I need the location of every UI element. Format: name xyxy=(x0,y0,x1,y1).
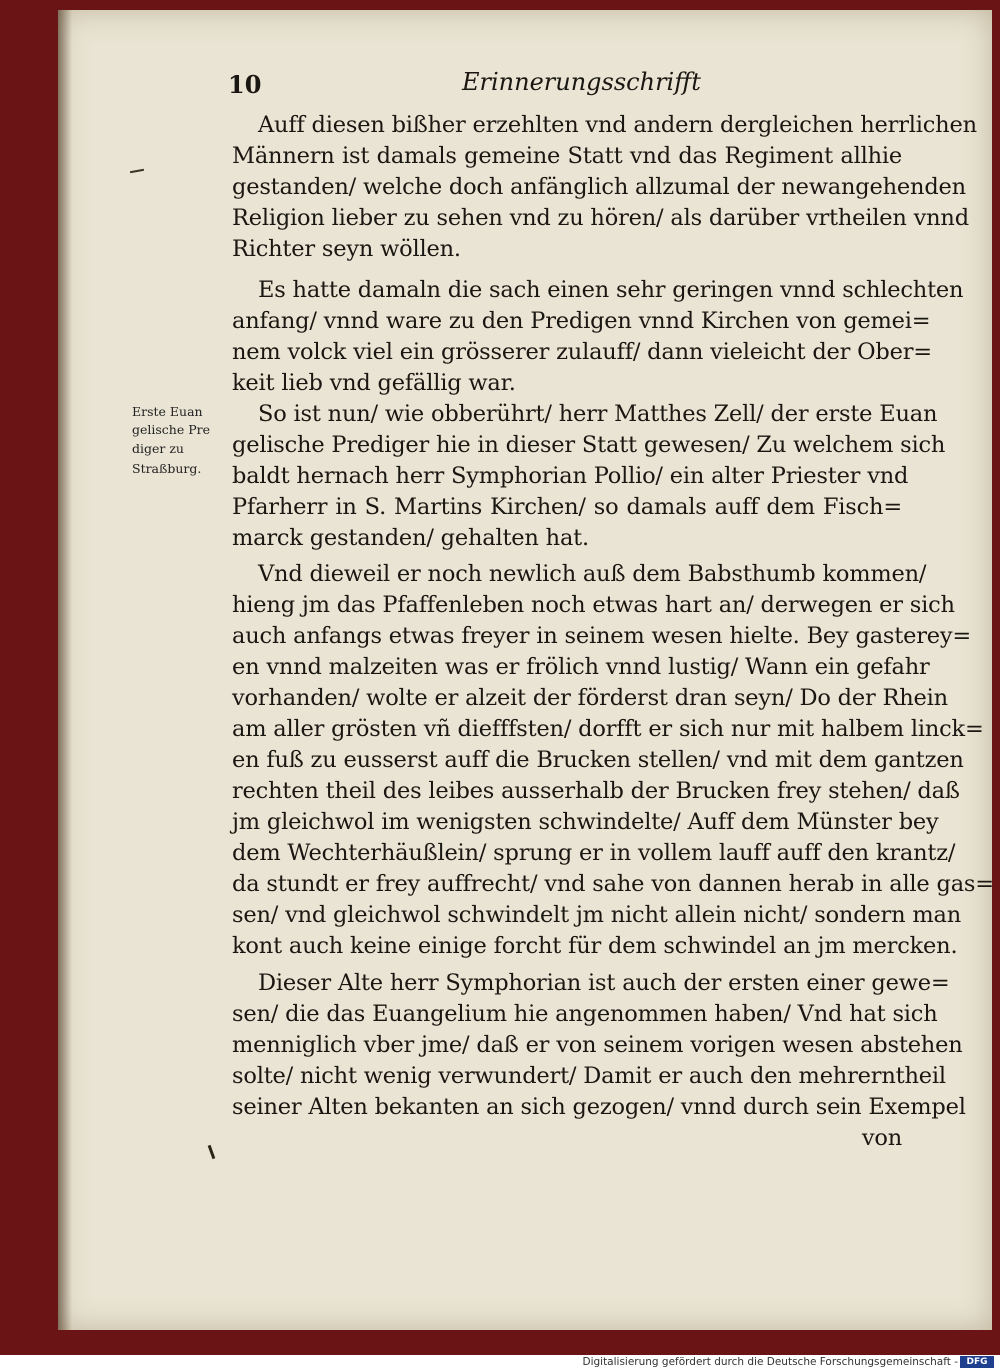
text-line: dem Wechterhäußlein/ sprung er in vollem lauff auff den krantz/ xyxy=(232,840,956,866)
text-line: en vnnd malzeiten was er frölich vnnd lustig/ Wann ein gefahr xyxy=(232,654,930,680)
text-line: sen/ die das Euangelium hie angenommen haben/ Vnd hat sich xyxy=(232,1001,938,1027)
page-number: 10 xyxy=(228,70,262,99)
text-line: auch anfangs etwas freyer in seinem wesen hielte. Bey gasterey= xyxy=(232,623,972,649)
margin-note-line: diger zu xyxy=(132,441,184,456)
text-line: Auff diesen bißher erzehlten vnd andern dergleichen herrlichen xyxy=(258,112,977,138)
text-line: gelische Prediger hie in dieser Statt gewesen/ Zu welchem sich xyxy=(232,432,946,458)
text-line: seiner Alten bekanten an sich gezogen/ vnnd durch sein Exempel xyxy=(232,1094,966,1120)
text-line: Religion lieber zu sehen vnd zu hören/ als darüber vrtheilen vnnd xyxy=(232,205,969,231)
text-line: Männern ist damals gemeine Statt vnd das Regiment allhie xyxy=(232,143,902,169)
text-line: jm gleichwol im wenigsten schwindelte/ Auff dem Münster bey xyxy=(232,809,939,835)
text-line: kont auch keine einige forcht für dem schwindel an jm mercken. xyxy=(232,933,958,959)
text-line: am aller grösten vñ diefffsten/ dorfft er sich nur mit halbem linck= xyxy=(232,716,984,742)
running-head: Erinnerungsschrifft xyxy=(462,68,701,96)
text-line: rechten theil des leibes ausserhalb der Brucken frey stehen/ daß xyxy=(232,778,960,804)
page-gutter-shadow xyxy=(58,10,72,1330)
margin-note-line: gelische Pre xyxy=(132,422,211,437)
text-line: Dieser Alte herr Symphorian ist auch der ersten einer gewe= xyxy=(258,970,950,996)
footer-credit: Digitalisierung gefördert durch die Deutsche Forschungsgemeinschaft - xyxy=(582,1356,958,1368)
text-line: keit lieb vnd gefällig war. xyxy=(232,370,516,396)
text-line: menniglich vber jme/ daß er von seinem vorigen wesen abstehen xyxy=(232,1032,963,1058)
text-line: solte/ nicht wenig verwundert/ Damit er auch den mehrerntheil xyxy=(232,1063,946,1089)
text-line: nem volck viel ein grösserer zulauff/ dann vieleicht der Ober= xyxy=(232,339,932,365)
text-line: en fuß zu eusserst auff die Brucken stellen/ vnd mit dem gantzen xyxy=(232,747,964,773)
text-line: sen/ vnd gleichwol schwindelt jm nicht allein nicht/ sondern man xyxy=(232,902,961,928)
text-line: Pfarherr in S. Martins Kirchen/ so damals auff dem Fisch= xyxy=(232,494,902,520)
catchword: von xyxy=(861,1125,902,1151)
text-line: Richter seyn wöllen. xyxy=(232,236,461,262)
text-line: Es hatte damaln die sach einen sehr geringen vnnd schlechten xyxy=(258,277,964,303)
margin-note-line: Erste Euan xyxy=(132,404,203,419)
text-line: vorhanden/ wolte er alzeit der förderst dran seyn/ Do der Rhein xyxy=(232,685,948,711)
text-line: baldt hernach herr Symphorian Pollio/ ein alter Priester vnd xyxy=(232,463,909,489)
text-line: anfang/ vnnd ware zu den Predigen vnnd Kirchen von gemei= xyxy=(232,308,931,334)
text-line: gestanden/ welche doch anfänglich allzumal der newangehenden xyxy=(232,174,966,200)
margin-note-line: Straßburg. xyxy=(132,461,202,476)
dfg-logo: DFG xyxy=(960,1356,994,1368)
text-line: da stundt er frey auffrecht/ vnd sahe von dannen herab in alle gas= xyxy=(232,871,994,897)
text-line: Vnd dieweil er noch newlich auß dem Babsthumb kommen/ xyxy=(258,561,927,587)
text-line: hieng jm das Pfaffenleben noch etwas hart an/ derwegen er sich xyxy=(232,592,955,618)
text-line: So ist nun/ wie obberührt/ herr Matthes Zell/ der erste Euan xyxy=(258,401,938,427)
text-line: marck gestanden/ gehalten hat. xyxy=(232,525,589,551)
